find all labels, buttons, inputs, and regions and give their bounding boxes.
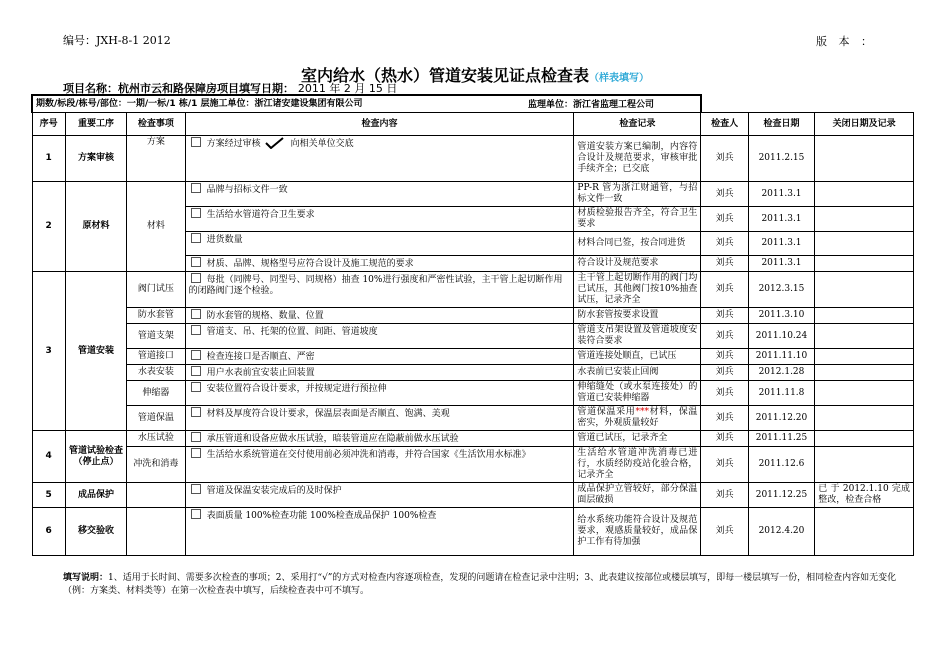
check-date: 2012.3.15	[748, 272, 814, 308]
group-name: 管道试验检查（停止点）	[65, 431, 126, 483]
group-no: 1	[32, 136, 65, 182]
col-item: 检查事项	[127, 113, 185, 136]
inspector: 刘兵	[701, 308, 748, 324]
checkbox-icon[interactable]	[191, 183, 201, 193]
inspector: 刘兵	[701, 483, 748, 508]
inspector: 刘兵	[701, 324, 748, 349]
group-name: 方案审核	[65, 136, 126, 182]
check-item: 防水套管	[127, 308, 185, 324]
record-placeholder: ***	[635, 407, 649, 417]
inspection-table	[31, 94, 914, 556]
check-content	[185, 308, 574, 324]
table-row	[32, 365, 914, 381]
check-content	[185, 349, 574, 365]
check-record: 成品保护立管较好，部分保温面层破损	[574, 483, 701, 508]
group-name: 管道安装	[65, 272, 126, 431]
check-date: 2011.10.24	[748, 324, 814, 349]
check-record: 防水套管按要求设置	[574, 308, 701, 324]
check-content	[185, 136, 574, 182]
check-content-text: 承压管道和设备应做水压试验，暗装管道应在隐蔽前做水压试验	[206, 434, 459, 444]
check-date: 2012.4.20	[748, 508, 814, 556]
group-name: 原材料	[65, 182, 126, 272]
check-date: 2011.12.25	[748, 483, 814, 508]
check-item: 伸缩器	[127, 381, 185, 406]
checkbox-icon[interactable]	[191, 407, 201, 417]
check-content	[185, 272, 574, 308]
check-date: 2012.1.28	[748, 365, 814, 381]
checkbox-icon[interactable]	[191, 208, 201, 218]
check-content	[185, 381, 574, 406]
check-content-text: 材料及厚度符合设计要求，保温层表面是否顺直、饱满、美观	[206, 409, 450, 419]
checkbox-icon[interactable]	[191, 432, 201, 442]
check-item	[127, 483, 185, 508]
check-item: 水压试验	[127, 431, 185, 447]
check-content-text: 生活给水管道符合卫生要求	[206, 210, 315, 220]
table-row	[32, 381, 914, 406]
record-text-a: 管道保温采用	[577, 407, 636, 417]
document-code: 编号：JXH-8-1 2012	[63, 34, 171, 47]
close-record	[815, 207, 914, 232]
check-item: 材料	[127, 182, 185, 272]
group-name: 成品保护	[65, 483, 126, 508]
table-row	[32, 483, 914, 508]
inspector: 刘兵	[701, 381, 748, 406]
checkbox-icon[interactable]	[191, 325, 201, 335]
close-record	[815, 272, 914, 308]
check-content-text: 生活给水系统管道在交付使用前必须冲洗和消毒，并符合国家《生活饮用水标准》	[206, 450, 531, 460]
close-record	[815, 447, 914, 483]
checkmark-icon	[263, 137, 285, 149]
group-no: 4	[32, 431, 65, 483]
info-row	[32, 95, 914, 113]
check-content	[185, 256, 574, 272]
check-item: 方案	[127, 136, 185, 182]
close-record	[815, 256, 914, 272]
col-inspector: 检查人	[701, 113, 748, 136]
check-content-text: 材质、品牌、规格型号应符合设计及施工规范的要求	[206, 259, 414, 269]
check-content-text: 检查连接口是否顺直、严密	[206, 352, 315, 362]
table-row	[32, 431, 914, 447]
close-record	[815, 381, 914, 406]
check-content	[185, 207, 574, 232]
check-content-text: 管道及保温安装完成后的及时保护	[206, 486, 342, 496]
table-row	[32, 349, 914, 365]
check-record: 管道支吊架设置及管道坡度安装符合要求	[574, 324, 701, 349]
inspector: 刘兵	[701, 365, 748, 381]
inspector: 刘兵	[701, 272, 748, 308]
check-content-b: 向相关单位交底	[290, 139, 354, 149]
check-record: 材料合同已签，按合同进货	[574, 232, 701, 256]
instructions-text: 1、适用于长时间、需要多次检查的事项；2、采用打“√”的方式对检查内容逐项检查，发现的问题请在检查记录中注明；3、此表建议按部位或楼层填写，即每一楼层填写一份，相同检查内容如无变化（例：方案类、材料类等）在第一次检查表中填写，后续检查表中可不填写。	[63, 573, 897, 596]
check-item: 冲洗和消毒	[127, 447, 185, 483]
record-text-b: 材料，保温密实，外观质量较好	[577, 407, 698, 428]
checkbox-icon[interactable]	[191, 273, 201, 283]
check-content	[185, 483, 574, 508]
check-date: 2011.3.1	[748, 256, 814, 272]
check-content	[185, 365, 574, 381]
close-record	[815, 349, 914, 365]
check-date: 2011.12.6	[748, 447, 814, 483]
table-row	[32, 272, 914, 308]
supervisor-unit: 监理单位：浙江省监理工程公司	[528, 100, 655, 110]
inspector: 刘兵	[701, 406, 748, 431]
check-record: 主干管上起切断作用的阀门均已试压，其他阀门按10%抽查试压，记录齐全	[574, 272, 701, 308]
close-record	[815, 365, 914, 381]
inspector: 刘兵	[701, 431, 748, 447]
inspector: 刘兵	[701, 136, 748, 182]
check-date: 2011.11.8	[748, 381, 814, 406]
check-record: 管道连接处顺直，已试压	[574, 349, 701, 365]
check-content	[185, 324, 574, 349]
check-item: 管道保温	[127, 406, 185, 431]
table-row	[32, 308, 914, 324]
check-item: 阀门试压	[127, 272, 185, 308]
inspector: 刘兵	[701, 508, 748, 556]
check-record: 给水系统功能符合设计及规范要求，观感质量较好，成品保护工作有待加强	[574, 508, 701, 556]
check-content-text: 每批（同牌号、同型号、同规格）抽查 10%进行强度和严密性试验，主干管上起切断作用的闭路阀门逐个检验。	[188, 275, 563, 296]
check-content-a: 方案经过审核	[206, 139, 261, 149]
checkbox-icon[interactable]	[191, 233, 201, 243]
close-record	[815, 182, 914, 207]
check-date: 2011.3.1	[748, 232, 814, 256]
fill-instructions	[63, 572, 923, 598]
check-date: 2011.11.25	[748, 431, 814, 447]
check-content-text: 管道支、吊、托架的位置、间距、管道坡度	[206, 327, 378, 337]
col-content: 检查内容	[185, 113, 574, 136]
col-process: 重要工序	[65, 113, 126, 136]
check-record: 伸缩缝处（或水泵连接处）的管道已安装伸缩器	[574, 381, 701, 406]
check-record: PP-R 管为浙江财通管，与招标文件一致	[574, 182, 701, 207]
table-row	[32, 508, 914, 556]
check-content	[185, 182, 574, 207]
check-content-text: 品牌与招标文件一致	[206, 185, 288, 195]
close-record	[815, 232, 914, 256]
group-no: 6	[32, 508, 65, 556]
document-version: 版 本 ：	[816, 35, 872, 48]
checkbox-icon[interactable]	[191, 382, 201, 392]
check-date: 2011.3.1	[748, 182, 814, 207]
table-row	[32, 136, 914, 182]
checkbox-icon[interactable]	[191, 509, 201, 519]
check-record	[574, 406, 701, 431]
close-record	[815, 324, 914, 349]
project-label: 项目名称：杭州市云和路保障房项目填写日期：	[63, 82, 294, 95]
check-record: 管道安装方案已编制，内容符合设计及规范要求，审核审批手续齐全；已交底	[574, 136, 701, 182]
inspector: 刘兵	[701, 182, 748, 207]
check-content	[185, 447, 574, 483]
col-date: 检查日期	[748, 113, 814, 136]
table-row	[32, 324, 914, 349]
close-record	[815, 431, 914, 447]
group-no: 3	[32, 272, 65, 431]
inspector: 刘兵	[701, 256, 748, 272]
col-no: 序号	[32, 113, 65, 136]
checkbox-icon[interactable]	[191, 366, 201, 376]
check-content	[185, 431, 574, 447]
close-record	[815, 406, 914, 431]
inspector: 刘兵	[701, 207, 748, 232]
title-text: 室内给水（热水）管道安装见证点检查表	[300, 66, 589, 85]
column-header-row	[32, 113, 914, 136]
table-row	[32, 447, 914, 483]
info-left: 期数/标段/栋号/部位：一期/一标/1 栋/1 层施工单位：浙江诸安建设集团有限公司	[32, 95, 701, 113]
inspector: 刘兵	[701, 349, 748, 365]
check-content-text: 安装位置符合设计要求，并按规定进行预拉伸	[206, 384, 387, 394]
inspector: 刘兵	[701, 447, 748, 483]
check-item: 管道支架	[127, 324, 185, 349]
checkbox-icon[interactable]	[191, 448, 201, 458]
check-content-text: 防水套管的规格、数量、位置	[206, 311, 324, 321]
close-record	[815, 308, 914, 324]
col-record: 检查记录	[574, 113, 701, 136]
check-content-text: 用户水表前宜安装止回装置	[206, 368, 315, 378]
title-note: （样表填写）	[589, 73, 649, 84]
check-content	[185, 232, 574, 256]
table-row	[32, 406, 914, 431]
checkbox-icon[interactable]	[191, 484, 201, 494]
check-content-text: 表面质量 100%检查功能 100%检查成品保护 100%检查	[206, 511, 437, 521]
check-date: 2011.3.1	[748, 207, 814, 232]
close-record: 已 于 2012.1.10 完成整改，检查合格	[815, 483, 914, 508]
check-content	[185, 508, 574, 556]
checkbox-icon[interactable]	[191, 350, 201, 360]
check-item: 管道接口	[127, 349, 185, 365]
table-row	[32, 182, 914, 207]
check-record: 材质检验报告齐全，符合卫生要求	[574, 207, 701, 232]
check-record: 水表前已安装止回阀	[574, 365, 701, 381]
checkbox-icon[interactable]	[191, 137, 201, 147]
group-name: 移交验收	[65, 508, 126, 556]
fill-date: 2011 年 2 月 15 日	[297, 82, 398, 95]
check-content	[185, 406, 574, 431]
check-item: 水表安装	[127, 365, 185, 381]
col-close: 关闭日期及记录	[815, 113, 914, 136]
checkbox-icon[interactable]	[191, 309, 201, 319]
check-content-text: 进货数量	[206, 235, 243, 245]
close-record	[815, 508, 914, 556]
check-date: 2011.3.10	[748, 308, 814, 324]
group-no: 2	[32, 182, 65, 272]
check-item	[127, 508, 185, 556]
instructions-lead: 填写说明：	[63, 573, 109, 583]
check-record: 管道已试压，记录齐全	[574, 431, 701, 447]
inspector: 刘兵	[701, 232, 748, 256]
check-record: 符合设计及规范要求	[574, 256, 701, 272]
check-date: 2011.11.10	[748, 349, 814, 365]
check-date: 2011.2.15	[748, 136, 814, 182]
close-record	[815, 136, 914, 182]
check-record: 生活给水管道冲洗消毒已进行，水质经防疫站化验合格，记录齐全	[574, 447, 701, 483]
checkbox-icon[interactable]	[191, 257, 201, 267]
group-no: 5	[32, 483, 65, 508]
check-date: 2011.12.20	[748, 406, 814, 431]
